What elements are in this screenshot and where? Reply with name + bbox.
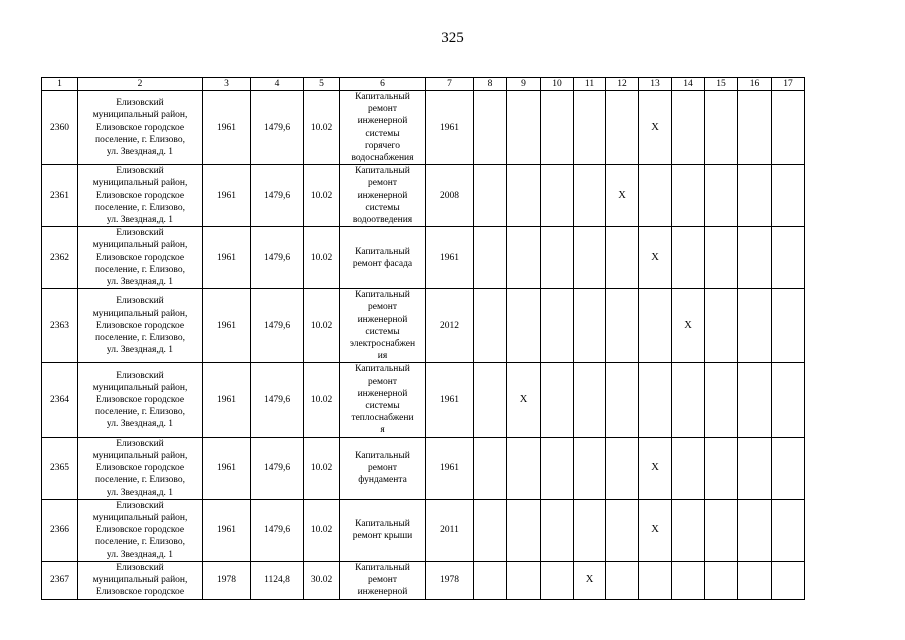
last-repair-year: 1961 — [426, 91, 474, 165]
period-cell — [574, 499, 606, 561]
row-number: 2360 — [42, 91, 78, 165]
work-code: 10.02 — [304, 363, 340, 437]
address-cell-line: Елизовский — [116, 562, 164, 573]
period-cell — [738, 227, 772, 289]
address-cell-line: ул. Звездная,д. 1 — [106, 345, 174, 356]
total-area: 1479,6 — [251, 437, 304, 499]
address-cell — [78, 363, 203, 437]
column-number-1: 1 — [42, 78, 78, 91]
work-type-cell-line: ремонт фасада — [352, 258, 413, 269]
column-number-13: 13 — [639, 78, 672, 91]
table-row — [42, 437, 805, 499]
period-cell — [772, 363, 805, 437]
work-type-cell — [340, 165, 426, 227]
work-type-cell-line: инженерной — [357, 388, 408, 399]
column-number-8: 8 — [474, 78, 507, 91]
work-type-cell — [340, 227, 426, 289]
period-cell — [772, 289, 805, 363]
period-cell — [738, 91, 772, 165]
work-type-cell-line: системы — [365, 401, 400, 412]
address-cell-line: ул. Звездная,д. 1 — [106, 419, 174, 430]
period-cell — [574, 363, 606, 437]
table-row — [42, 91, 805, 165]
period-cell — [541, 499, 574, 561]
column-number-2: 2 — [78, 78, 203, 91]
period-cell — [474, 91, 507, 165]
period-cell — [474, 165, 507, 227]
period-mark: Х — [639, 227, 672, 289]
address-cell-line: Елизовское городское — [95, 394, 185, 405]
build-year: 1961 — [203, 289, 251, 363]
address-cell-line: поселение, г. Елизово, — [95, 264, 185, 275]
address-cell-line: муниципальный район, — [92, 450, 188, 461]
address-cell-line: ул. Звездная,д. 1 — [106, 277, 174, 288]
period-mark: Х — [639, 91, 672, 165]
address-cell — [78, 227, 203, 289]
row-number: 2364 — [42, 363, 78, 437]
work-type-cell-line: ремонт — [368, 376, 397, 387]
build-year: 1978 — [203, 561, 251, 599]
period-cell — [672, 227, 705, 289]
period-cell — [672, 363, 705, 437]
last-repair-year: 1961 — [426, 363, 474, 437]
work-type-cell-line: теплоснабжени — [351, 413, 414, 424]
period-cell — [705, 289, 738, 363]
column-number-11: 11 — [574, 78, 606, 91]
last-repair-year: 1961 — [426, 227, 474, 289]
period-cell — [541, 227, 574, 289]
work-type-cell-line: Капитальный — [355, 450, 410, 461]
address-cell-line: поселение, г. Елизово, — [95, 134, 185, 145]
address-cell-line: поселение, г. Елизово, — [95, 475, 185, 486]
work-type-cell-line: ремонт — [368, 178, 397, 189]
column-number-6: 6 — [340, 78, 426, 91]
period-cell — [606, 289, 639, 363]
period-cell — [541, 437, 574, 499]
period-cell — [672, 165, 705, 227]
work-type-cell-line: Капитальный — [355, 519, 410, 529]
period-cell — [606, 363, 639, 437]
work-code: 30.02 — [304, 561, 340, 599]
address-cell — [78, 437, 203, 499]
total-area: 1124,8 — [251, 561, 304, 599]
work-type-cell — [340, 561, 426, 599]
column-number-3: 3 — [203, 78, 251, 91]
period-cell — [705, 561, 738, 599]
work-type-cell-line: системы — [365, 326, 400, 337]
period-cell — [474, 289, 507, 363]
column-number-9: 9 — [507, 78, 541, 91]
address-cell-line: поселение, г. Елизово, — [95, 407, 185, 418]
row-number: 2366 — [42, 499, 78, 561]
work-type-cell-line: Капитальный — [355, 166, 410, 177]
address-cell-line: Елизовский — [116, 438, 164, 449]
work-type-cell-line: инженерной — [357, 314, 408, 325]
period-cell — [738, 165, 772, 227]
period-cell — [639, 363, 672, 437]
work-type-cell-line: ремонт — [368, 463, 397, 474]
period-cell — [507, 437, 541, 499]
address-cell-line: ул. Звездная,д. 1 — [106, 215, 174, 226]
period-cell — [705, 165, 738, 227]
address-cell-line: муниципальный район, — [92, 178, 188, 189]
work-code: 10.02 — [304, 227, 340, 289]
work-type-cell-line: Капитальный — [355, 246, 410, 257]
work-type-cell-line: Капитальный — [355, 92, 410, 102]
period-cell — [507, 499, 541, 561]
work-type-cell-line: ремонт — [368, 302, 397, 313]
period-cell — [574, 165, 606, 227]
period-cell — [541, 561, 574, 599]
column-number-14: 14 — [672, 78, 705, 91]
total-area: 1479,6 — [251, 227, 304, 289]
period-cell — [574, 91, 606, 165]
row-number: 2367 — [42, 561, 78, 599]
total-area: 1479,6 — [251, 363, 304, 437]
work-type-cell-line: ия — [377, 351, 388, 362]
period-mark: Х — [639, 499, 672, 561]
period-cell — [541, 289, 574, 363]
period-cell — [507, 561, 541, 599]
column-number-10: 10 — [541, 78, 574, 91]
work-type-cell-line: водоотведения — [352, 215, 413, 226]
period-cell — [705, 437, 738, 499]
address-cell-line: Елизовское городское — [95, 463, 185, 474]
period-mark: Х — [672, 289, 705, 363]
address-cell-line: муниципальный район, — [92, 110, 188, 121]
work-code: 10.02 — [304, 499, 340, 561]
capital-repair-table — [41, 77, 805, 600]
period-cell — [639, 165, 672, 227]
period-mark: Х — [507, 363, 541, 437]
work-type-cell-line: ремонт — [368, 575, 397, 586]
period-cell — [639, 561, 672, 599]
work-type-cell — [340, 363, 426, 437]
period-cell — [574, 437, 606, 499]
period-cell — [541, 165, 574, 227]
work-type-cell-line: системы — [365, 128, 400, 139]
address-cell — [78, 91, 203, 165]
period-cell — [574, 289, 606, 363]
address-cell — [78, 561, 203, 599]
work-type-cell-line: ремонт — [368, 104, 397, 115]
work-type-cell-line: электроснабжен — [349, 339, 416, 350]
period-cell — [738, 437, 772, 499]
address-cell-line: Елизовское городское — [95, 122, 185, 133]
total-area: 1479,6 — [251, 289, 304, 363]
period-cell — [541, 91, 574, 165]
period-cell — [772, 499, 805, 561]
work-type-cell — [340, 437, 426, 499]
address-cell-line: Елизовский — [116, 370, 164, 381]
column-number-12: 12 — [606, 78, 639, 91]
period-cell — [772, 227, 805, 289]
work-type-cell-line: горячего — [365, 140, 400, 151]
work-type-cell-line: инженерной — [357, 190, 408, 201]
table-row — [42, 499, 805, 561]
last-repair-year: 2012 — [426, 289, 474, 363]
period-cell — [772, 437, 805, 499]
build-year: 1961 — [203, 363, 251, 437]
period-cell — [738, 363, 772, 437]
address-cell-line: муниципальный район, — [92, 575, 188, 586]
address-cell-line: ул. Звездная,д. 1 — [106, 549, 174, 560]
period-cell — [606, 561, 639, 599]
total-area: 1479,6 — [251, 499, 304, 561]
work-type-cell-line: системы — [365, 202, 400, 213]
row-number: 2365 — [42, 437, 78, 499]
address-cell-line: Елизовское городское — [95, 190, 185, 201]
work-type-cell — [340, 289, 426, 363]
last-repair-year: 1978 — [426, 561, 474, 599]
period-cell — [474, 227, 507, 289]
address-cell-line: Елизовское городское — [95, 320, 185, 331]
address-cell-line: Елизовское городское — [95, 525, 185, 536]
period-cell — [672, 437, 705, 499]
last-repair-year: 1961 — [426, 437, 474, 499]
period-mark: Х — [574, 561, 606, 599]
period-cell — [672, 561, 705, 599]
period-cell — [672, 91, 705, 165]
period-cell — [772, 91, 805, 165]
period-mark: Х — [606, 165, 639, 227]
column-number-15: 15 — [705, 78, 738, 91]
period-cell — [507, 165, 541, 227]
table-row — [42, 227, 805, 289]
address-cell-line: Елизовский — [116, 228, 164, 239]
address-cell-line: Елизовский — [116, 500, 164, 511]
period-cell — [705, 499, 738, 561]
period-cell — [606, 437, 639, 499]
work-type-cell-line: инженерной — [357, 116, 408, 127]
period-mark: Х — [639, 437, 672, 499]
address-cell-line: Елизовский — [116, 98, 164, 109]
period-cell — [738, 499, 772, 561]
period-cell — [507, 227, 541, 289]
build-year: 1961 — [203, 91, 251, 165]
address-cell-line: муниципальный район, — [92, 240, 188, 251]
period-cell — [705, 91, 738, 165]
build-year: 1961 — [203, 499, 251, 561]
period-cell — [474, 499, 507, 561]
period-cell — [474, 561, 507, 599]
period-cell — [541, 363, 574, 437]
address-cell-line: муниципальный район, — [92, 308, 188, 319]
work-type-cell-line: я — [380, 425, 385, 436]
last-repair-year: 2008 — [426, 165, 474, 227]
table-row — [42, 363, 805, 437]
row-number: 2363 — [42, 289, 78, 363]
address-cell — [78, 499, 203, 561]
address-cell — [78, 165, 203, 227]
period-cell — [606, 91, 639, 165]
work-type-cell-line: водоснабжения — [351, 153, 414, 164]
address-cell-line: Елизовский — [116, 166, 164, 177]
total-area: 1479,6 — [251, 165, 304, 227]
address-cell-line: муниципальный район, — [92, 512, 188, 523]
page-number: 325 — [441, 30, 464, 46]
address-cell-line: муниципальный район, — [92, 382, 188, 393]
table-row — [42, 289, 805, 363]
build-year: 1961 — [203, 165, 251, 227]
address-cell-line: Елизовское городское — [95, 252, 185, 263]
period-cell — [639, 289, 672, 363]
work-code: 10.02 — [304, 91, 340, 165]
column-number-4: 4 — [251, 78, 304, 91]
address-cell-line: ул. Звездная,д. 1 — [106, 487, 174, 498]
work-type-cell — [340, 499, 426, 561]
period-cell — [606, 499, 639, 561]
work-type-cell-line: Капитальный — [355, 562, 410, 573]
row-number: 2361 — [42, 165, 78, 227]
period-cell — [705, 363, 738, 437]
work-type-cell-line: инженерной — [357, 587, 408, 598]
address-cell-line: ул. Звездная,д. 1 — [106, 146, 174, 157]
column-number-7: 7 — [426, 78, 474, 91]
period-cell — [705, 227, 738, 289]
period-cell — [772, 561, 805, 599]
period-cell — [507, 91, 541, 165]
work-type-cell-line: Капитальный — [355, 364, 410, 375]
address-cell-line: поселение, г. Елизово, — [95, 537, 185, 548]
period-cell — [772, 165, 805, 227]
address-cell-line: поселение, г. Елизово, — [95, 202, 185, 213]
period-cell — [738, 561, 772, 599]
work-code: 10.02 — [304, 437, 340, 499]
total-area: 1479,6 — [251, 91, 304, 165]
address-cell-line: Елизовский — [116, 296, 164, 307]
work-type-cell-line: фундамента — [358, 475, 407, 486]
work-type-cell-line: Капитальный — [355, 290, 410, 301]
last-repair-year: 2011 — [426, 499, 474, 561]
work-type-cell-line: ремонт крыши — [352, 531, 413, 542]
column-number-17: 17 — [772, 78, 805, 91]
work-type-cell — [340, 91, 426, 165]
period-cell — [606, 227, 639, 289]
build-year: 1961 — [203, 227, 251, 289]
period-cell — [574, 227, 606, 289]
period-cell — [474, 437, 507, 499]
build-year: 1961 — [203, 437, 251, 499]
period-cell — [738, 289, 772, 363]
work-code: 10.02 — [304, 289, 340, 363]
column-number-5: 5 — [304, 78, 340, 91]
column-number-row — [42, 78, 805, 91]
address-cell-line: Елизовское городское — [95, 587, 185, 598]
period-cell — [474, 363, 507, 437]
table-row — [42, 561, 805, 599]
column-number-16: 16 — [738, 78, 772, 91]
address-cell — [78, 289, 203, 363]
period-cell — [672, 499, 705, 561]
table-row — [42, 165, 805, 227]
period-cell — [507, 289, 541, 363]
row-number: 2362 — [42, 227, 78, 289]
address-cell-line: поселение, г. Елизово, — [95, 332, 185, 343]
work-code: 10.02 — [304, 165, 340, 227]
